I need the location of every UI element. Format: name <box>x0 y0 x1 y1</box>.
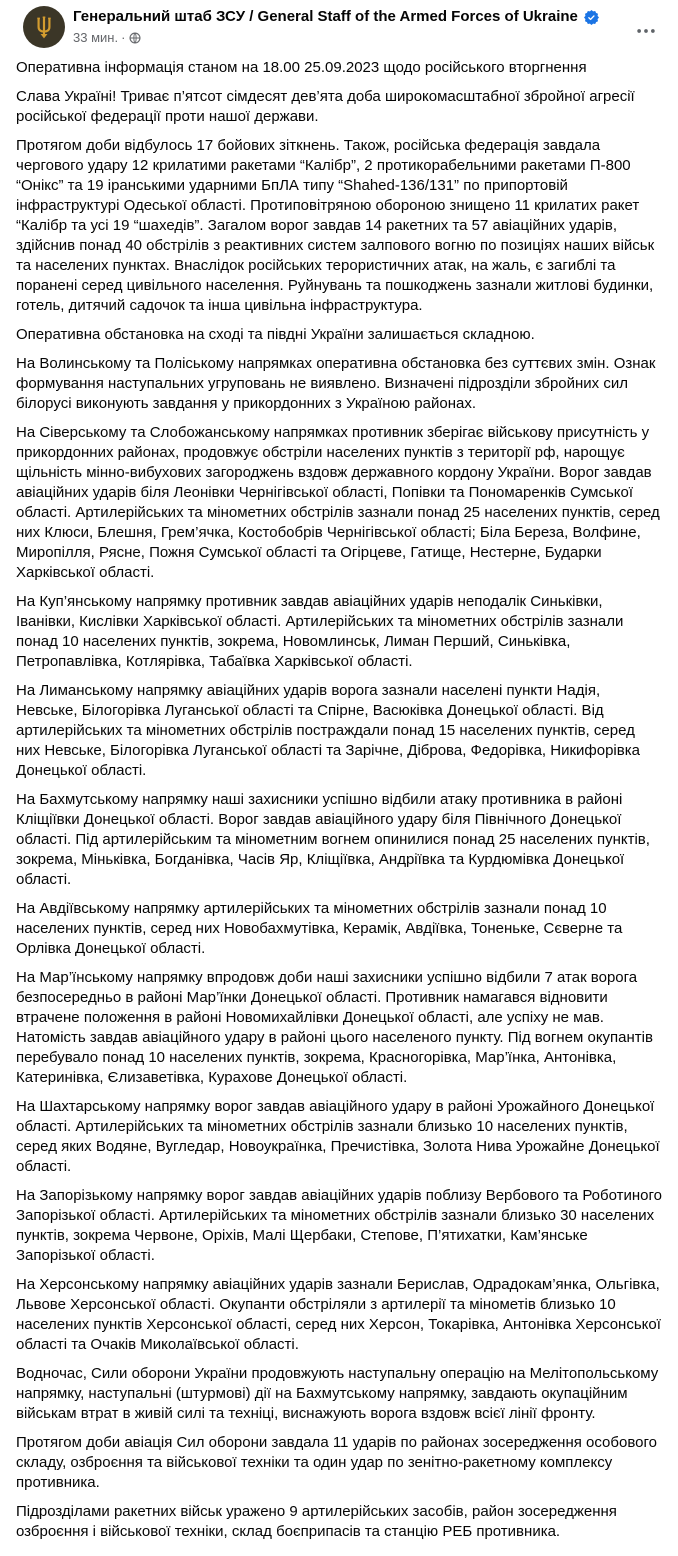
post-timestamp[interactable]: 33 мин. <box>73 30 119 45</box>
post-paragraph: Слава Україні! Триває п’ятсот сімдесят дев’ята доба широкомасштабної збройної агресії російської федерації проти нашої держави. <box>16 88 635 125</box>
post-paragraph: Оперативна інформація станом на 18.00 25.09.2023 щодо російського вторгнення <box>16 59 587 76</box>
verified-badge-icon <box>584 10 599 25</box>
ellipsis-icon <box>635 20 657 45</box>
post-body <box>0 50 678 1556</box>
post-paragraph: На Куп’янському напрямку противник завдав авіаційних ударів неподалік Синьківки, Іванівки, Кислівки Харківської області. Артилерійських та мінометних обстрілів зазнали понад 10 населених пунктів, зокрема, Новомлинськ, Лиман Перший, Синьківка, Петропавлівка, Котлярівка, Табаївка Харківської області. <box>16 593 624 670</box>
page-name-row <box>73 7 599 27</box>
post-paragraph: На Лиманському напрямку авіаційних ударів ворога зазнали населені пункти Надія, Невське, Білогорівка Луганської області та Спірне, Васюківка Донецької області. Від артилерійських та мінометних обстрілів постраждали понад 15 населених пунктів, серед них Невське, Білогорівка Луганської області та Зарічне, Діброва, Федорівка, Никифорівка Донецької області. <box>16 682 640 779</box>
post-paragraph: Оперативна обстановка на сході та півдні України залишається складною. <box>16 326 535 343</box>
post-paragraph: На Бахмутському напрямку наші захисники успішно відбили атаку противника в районі Кліщіївки Донецької області. Ворог завдав авіаційного удару біля Північного Донецької області. Під артилерійським та мінометним вогнем опинилися понад 25 населених пунктів, зокрема, Міньківка, Богданівка, Часів Яр, Кліщіївка, Андріївка та Курдюмівка Донецької області. <box>16 791 650 888</box>
header-info <box>73 6 599 46</box>
separator-dot: · <box>121 30 126 45</box>
post-paragraph: На Херсонському напрямку авіаційних ударів зазнали Берислав, Одрадокам’янка, Ольгівка, Львове Херсонської області. Окупанти обстріляли з артилерії та мінометів близько 10 населених пунктів Херсонської області, серед них Херсон, Токарівка, Антонівка Херсонської області та Очаків Миколаївської області. <box>16 1276 661 1353</box>
globe-icon <box>129 32 141 44</box>
post-paragraph: На Шахтарському напрямку ворог завдав авіаційного удару в районі Урожайного Донецької області. Артилерійських та мінометних обстрілів зазнали близько 10 населених пунктів, серед яких Водяне, Вугледар, Новоукраїнка, Пречистівка, Золота Нива Урожайне Донецької області. <box>16 1098 660 1175</box>
post-paragraph: Протягом доби відбулось 17 бойових зіткнень. Також, російська федерація завдала чергового удару 12 крилатими ракетами “Калібр”, 2 протикорабельними ракетами П-800 “Онікс” та 19 іранськими ударними БпЛА типу “Shahed-136/131” по припортовій інфраструктурі Одеської області. Протиповітряною обороною знищено 11 крилатих ракет “Калібр та усі 19 “шахедів”. Загалом ворог завдав 14 ракетних та 57 авіаційних ударів, здійснив понад 40 обстрілів з реактивних систем залпового вогню по позиціях наших військ та населених пунктах. Внаслідок російських терористичних атак, на жаль, є загиблі та поранені серед цивільного населення. Руйнувань та пошкоджень зазнали житлові будинки, готель, дитячий садочок та інша цивільна інфраструктура. <box>16 137 655 314</box>
post-paragraph: На Волинському та Поліському напрямках оперативна обстановка без суттєвих змін. Ознак формування наступальних угруповань не виявлено. Визначені підрозділи збройних сил білорусі виконують завдання у прикордонних з Україною районах. <box>16 355 656 412</box>
page-avatar[interactable] <box>23 6 65 48</box>
post-paragraph: Підрозділами ракетних військ уражено 9 артилерійських засобів, район зосередження озброєння і військової техніки, склад боєприпасів та станцію РЕБ противника. <box>16 1503 617 1540</box>
post-paragraph: На Сіверському та Слобожанському напрямках противник зберігає військову присутність у прикордонних районах, продовжує обстріли населених пунктів з території рф, нарощує щільність мінно-вибухових загороджень вздовж державного кордону України. Ворог завдав авіаційних ударів біля Леонівки Чернігівської області, Попівки та Пономаренків Сумської області. Артилерійських та мінометних обстрілів зазнали понад 25 населених пунктів, серед них Клюси, Блешня, Грем’ячка, Костобобрів Чернігівської області; Біла Береза, Волфине, Миропілля, Рясне, Пожня Сумської області та Огірцеве, Гатище, Нестерне, Бударки Харківської області. <box>16 424 660 581</box>
post-paragraph: На Мар’їнському напрямку впродовж доби наші захисники успішно відбили 7 атак ворога безпосередньо в районі Мар’їнки Донецької області. Противник намагався відновити втрачене положення в районі Новомихайлівки Донецької області, але успіху не мав. Натомість завдав авіаційного удару в районі цього населеного пункту. Під вогнем окупантів перебувало понад 10 населених пунктів, зокрема, Красногорівка, Мар’їнка, Антонівка, Катеринівка, Єлизаветівка, Курахове Донецької області. <box>16 969 653 1086</box>
post-paragraph: Протягом доби авіація Сил оборони завдала 11 ударів по районах зосередження особового складу, озброєння та військової техніки та один удар по зенітно-ракетному комплексу противника. <box>16 1434 657 1491</box>
post-paragraph: Водночас, Сили оборони України продовжують наступальну операцію на Мелітопольському напрямку, наступальні (штурмові) дії на Бахмутському напрямку, завдають окупаційним військам втрат в живій силі та техніці, виснажують ворога вздовж всієї лінії фронту. <box>16 1365 659 1422</box>
post-options-button[interactable] <box>630 16 662 48</box>
page-name[interactable]: Генеральний штаб ЗСУ / General Staff of the Armed Forces of Ukraine <box>73 8 578 25</box>
post-paragraph: На Авдіївському напрямку артилерійських та мінометних обстрілів зазнали понад 10 населених пунктів, серед них Новобахмутівка, Керамік, Авдіївка, Тоненьке, Сєверне та Орлівка Донецької області. <box>16 900 623 957</box>
post-paragraph: На Запорізькому напрямку ворог завдав авіаційних ударів поблизу Вербового та Роботиного Запорізької області. Артилерійських та мінометних обстрілів зазнали близько 30 населених пунктів, зокрема Червоне, Оріхів, Малі Щербаки, Степове, П’ятихатки, Кам’янське Запорізької області. <box>16 1187 662 1264</box>
timestamp-row <box>73 30 599 46</box>
trident-emblem-icon <box>31 14 57 40</box>
post-header <box>0 0 678 50</box>
